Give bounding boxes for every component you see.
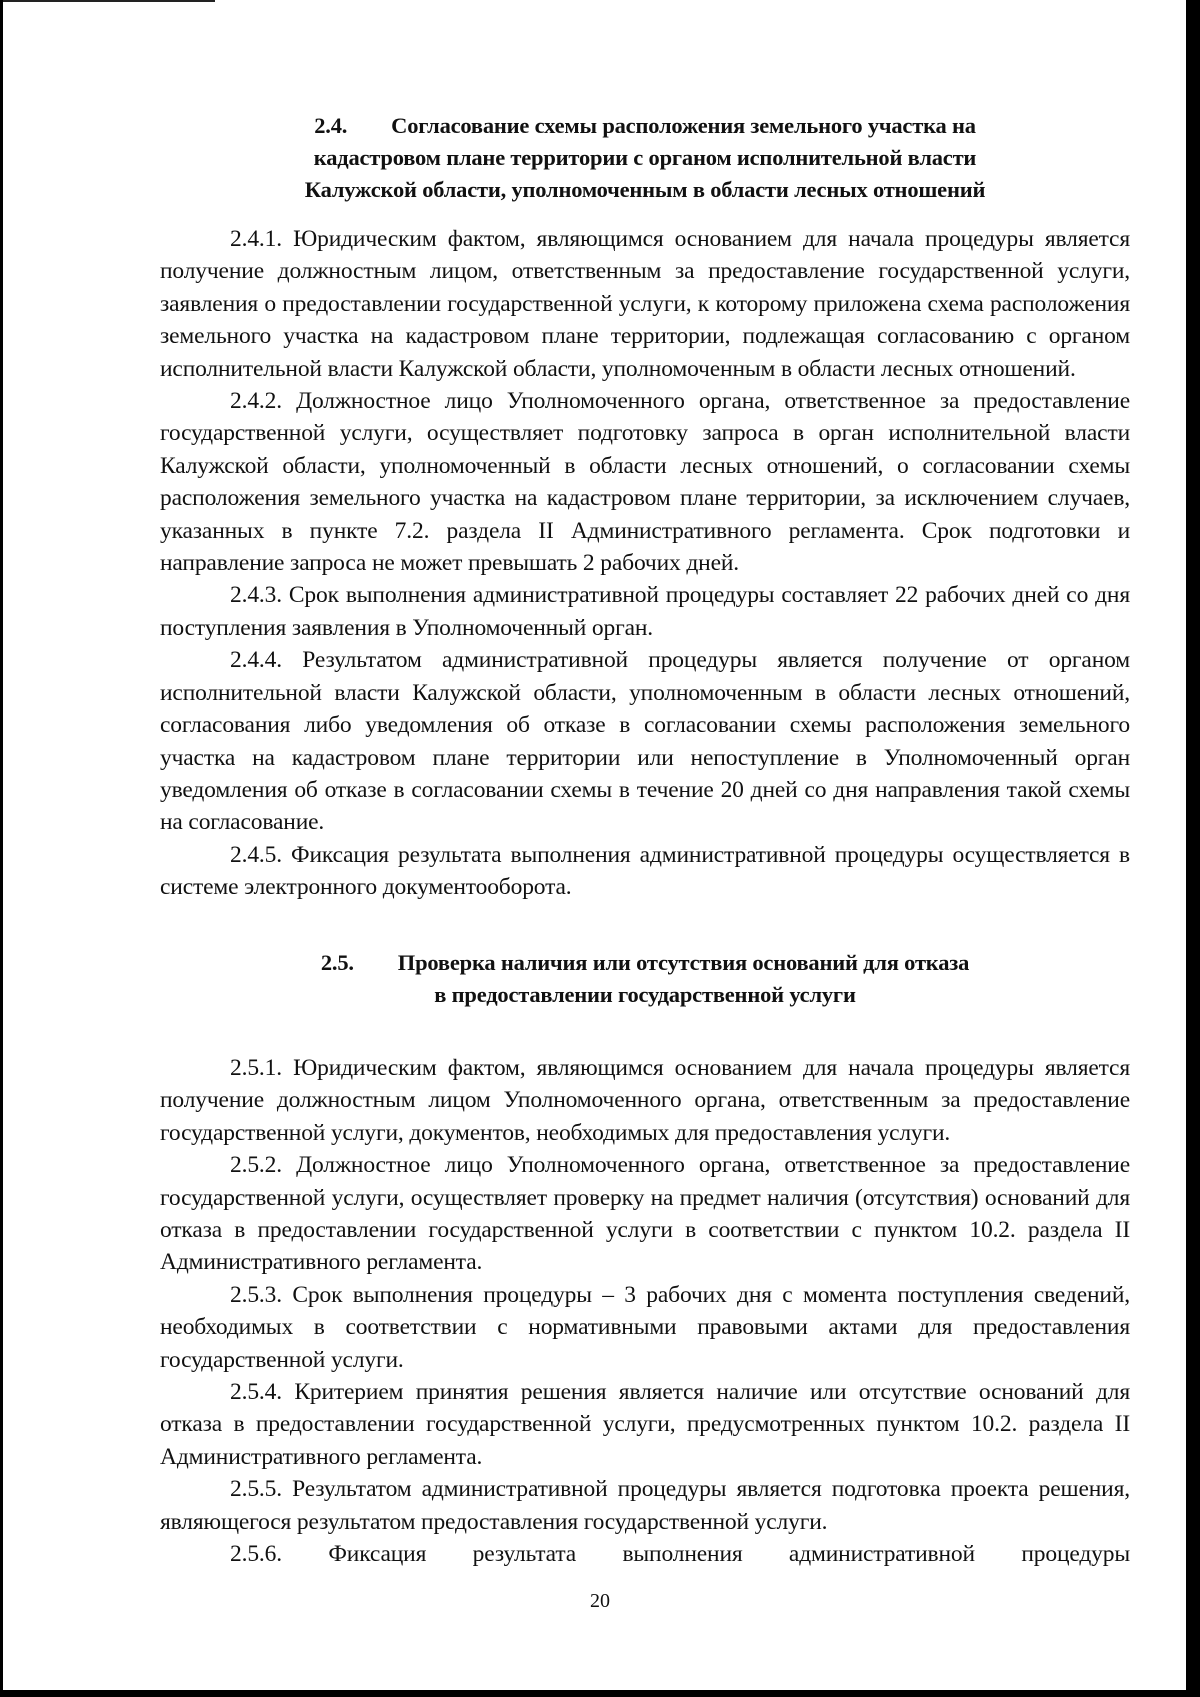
paragraph-2-5-4: 2.5.4. Критерием принятия решения является наличие или отсутствие оснований для отказа в предоставлении государственной услуги, предусмотренных пунктом 10.2. раздела II Административного регламента. xyxy=(160,1379,1130,1470)
section-2-4-body xyxy=(160,223,1130,904)
paragraph-2-5-3: 2.5.3. Срок выполнения процедуры – 3 рабочих дня с момента поступления сведений, необходимых в соответствии с нормативными правовыми актами для предоставления государственной услуги. xyxy=(160,1281,1130,1373)
scan-edge-left xyxy=(0,0,3,1697)
section-2-4-number: 2.4. xyxy=(314,113,348,138)
section-2-5-title-line1: 2.5. Проверка наличия или отсутствия оснований для отказа xyxy=(160,947,1130,979)
paragraph-2-5-2: 2.5.2. Должностное лицо Уполномоченного органа, ответственное за предоставление государственной услуги, осуществляет проверку на предмет наличия (отсутствия) оснований для отказа в предоставлении государственной услуги в соответствии с пунктом 10.2. раздела II Административного регламента. xyxy=(160,1152,1130,1276)
section-2-5-body xyxy=(160,1052,1130,1571)
paragraph-2-4-3: 2.4.3. Срок выполнения административной процедуры составляет 22 рабочих дней со дня поступления заявления в Уполномоченный орган. xyxy=(160,582,1130,641)
section-2-4-title-line2: кадастровом плане территории с органом исполнительной власти xyxy=(313,145,977,170)
section-2-4-title-line1: 2.4. Согласование схемы расположения земельного участка на xyxy=(160,110,1130,142)
section-2-5-number: 2.5. xyxy=(320,950,354,975)
paragraph-2-5-1: 2.5.1. Юридическим фактом, являющимся основанием для начала процедуры является получение должностным лицом Уполномоченного органа, ответственным за предоставление государственной услуги, документов, необходимых для предоставления услуги. xyxy=(160,1055,1130,1146)
paragraph-2-5-6: 2.5.6. Фиксация результата выполнения административной процедуры xyxy=(230,1541,1130,1568)
page-number: 20 xyxy=(590,1590,610,1612)
paragraph-2-4-5: 2.4.5. Фиксация результата выполнения административной процедуры осуществляется в системе электронного документооборота. xyxy=(160,841,1130,901)
scan-edge-right xyxy=(1186,0,1200,1697)
section-2-4-title-line3: Калужской области, уполномоченным в области лесных отношений xyxy=(304,177,986,202)
paragraph-2-4-1: 2.4.1. Юридическим фактом, являющимся основанием для начала процедуры является получение должностным лицом, ответственным за предоставление государственной услуги, заявления о предоставлении государственной услуги, к которому приложена схема расположения земельного участка на кадастровом плане территории, подлежащая согласованию с органом исполнительной власти Калужской области, уполномоченным в области лесных отношений. xyxy=(160,226,1130,382)
section-2-4-heading xyxy=(160,110,1130,206)
scan-edge-bottom xyxy=(0,1690,1200,1697)
section-2-5-heading xyxy=(160,947,1130,1011)
scan-edge-top xyxy=(0,0,215,2)
paragraph-2-4-2: 2.4.2. Должностное лицо Уполномоченного органа, ответственное за предоставление государственной услуги, осуществляет подготовку запроса в орган исполнительной власти Калужской области, уполномоченный в области лесных отношений, о согласовании схемы расположения земельного участка на кадастровом плане территории, за исключением случаев, указанных в пункте 7.2. раздела II Административного регламента. Срок подготовки и направление запроса не может превышать 2 рабочих дней. xyxy=(160,388,1130,577)
paragraph-2-5-5: 2.5.5. Результатом административной процедуры является подготовка проекта решения, являющегося результатом предоставления государственной услуги. xyxy=(160,1476,1130,1535)
paragraph-2-4-4: 2.4.4. Результатом административной процедуры является получение от органом исполнительной власти Калужской области, уполномоченным в области лесных отношений, согласования либо уведомления об отказе в согласовании схемы расположения земельного участка на кадастровом плане территории или непоступление в Уполномоченный орган уведомления об отказе в согласовании схемы в течение 20 дней со дня направления такой схемы на согласование. xyxy=(160,647,1130,836)
section-2-5-title-line2: в предоставлении государственной услуги xyxy=(434,982,856,1007)
